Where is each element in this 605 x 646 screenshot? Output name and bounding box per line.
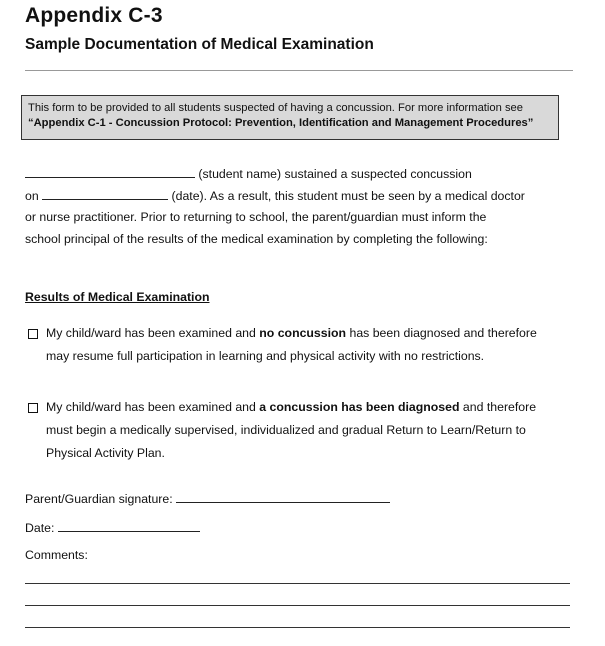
results-section-title: Results of Medical Examination bbox=[25, 290, 210, 304]
intro-line-4: school principal of the results of the medical examination by completing the following: bbox=[25, 232, 488, 246]
intro-line-2 bbox=[25, 187, 525, 203]
option-1-bold: no concussion bbox=[259, 326, 347, 340]
date-field[interactable] bbox=[58, 519, 200, 532]
option-2-pre: My child/ward has been examined and bbox=[46, 400, 260, 414]
option-1-pre: My child/ward has been examined and bbox=[46, 326, 260, 340]
intro-line-2-text: (date). As a result, this student must be seen by a medical doctor bbox=[168, 189, 525, 203]
option-2-bold: a concussion has been diagnosed bbox=[259, 400, 460, 414]
notice-line-1: This form to be provided to all students suspected of having a concussion. For more information see bbox=[28, 102, 523, 114]
date-row bbox=[25, 519, 200, 535]
comments-line-1[interactable] bbox=[25, 583, 570, 584]
comments-label: Comments: bbox=[25, 548, 88, 562]
comments-line-2[interactable] bbox=[25, 605, 570, 606]
date-of-concussion-field[interactable] bbox=[42, 187, 168, 200]
concussion-checkbox[interactable] bbox=[28, 403, 38, 413]
option-1-text bbox=[46, 322, 537, 368]
signature-label: Parent/Guardian signature: bbox=[25, 492, 177, 506]
intro-line-3: or nurse practitioner. Prior to returning to school, the parent/guardian must inform the bbox=[25, 210, 487, 224]
option-1-line-2: may resume full participation in learning and physical activity with no restrictions. bbox=[46, 349, 485, 363]
signature-row bbox=[25, 490, 390, 506]
notice-line-2: “Appendix C-1 - Concussion Protocol: Prevention, Identification and Management Procedures” bbox=[28, 117, 534, 129]
date-label: Date: bbox=[25, 521, 58, 535]
page-title: Appendix C-3 bbox=[25, 4, 163, 27]
option-2-line-3: Physical Activity Plan. bbox=[46, 446, 165, 460]
option-2-line-2: must begin a medically supervised, individualized and gradual Return to Learn/Return to bbox=[46, 423, 526, 437]
option-1-post: has been diagnosed and therefore bbox=[346, 326, 537, 340]
comments-line-3[interactable] bbox=[25, 627, 570, 628]
intro-line-1-text: (student name) sustained a suspected concussion bbox=[195, 167, 472, 181]
header-divider bbox=[25, 70, 573, 71]
notice-box bbox=[21, 95, 559, 140]
intro-line-2-prefix: on bbox=[25, 189, 43, 203]
no-concussion-checkbox[interactable] bbox=[28, 329, 38, 339]
option-2-post: and therefore bbox=[459, 400, 537, 414]
page-subtitle: Sample Documentation of Medical Examination bbox=[25, 36, 374, 53]
student-name-field[interactable] bbox=[25, 165, 195, 178]
intro-line-1 bbox=[25, 165, 472, 181]
signature-field[interactable] bbox=[176, 490, 390, 503]
option-2-text bbox=[46, 396, 536, 465]
